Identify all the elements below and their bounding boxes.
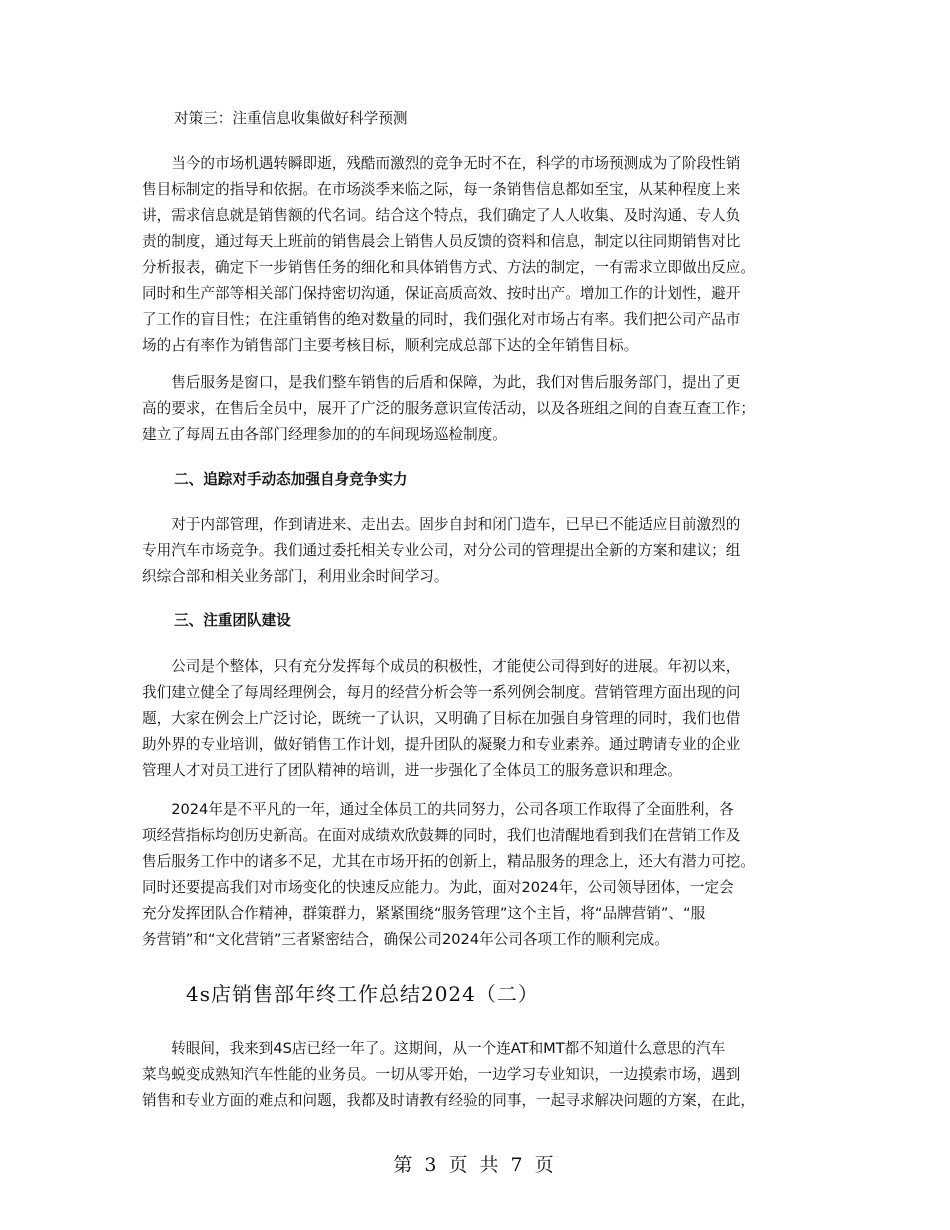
- text-line: 题，大家在例会上广泛讨论，既统一了认识，又明确了目标在加强自身管理的同时，我们也借: [142, 710, 741, 727]
- text-line: 我们建立健全了每周经理例会，每月的经营分析会等一系列例会制度。营销管理方面出现的问: [142, 684, 741, 701]
- document-title: 4s店销售部年终工作总结2024（二）: [186, 982, 539, 1006]
- text-line: 了工作的盲目性；在注重销售的绝对数量的同时，我们强化对市场占有率。我们把公司产品市: [142, 311, 741, 328]
- text-line: 高的要求，在售后全员中，展开了广泛的服务意识宣传活动，以及各班组之间的自查互查工作；: [142, 400, 755, 417]
- section-heading-competition: 二、追踪对手动态加强自身竞争实力: [174, 471, 408, 488]
- text-line: 充分发挥团队合作精神，群策群力，紧紧围绕“服务管理”这个主旨，将“品牌营销”、“服: [142, 905, 706, 922]
- text-line: 责的制度，通过每天上班前的销售晨会上销售人员反馈的资料和信息，制定以往同期销售对比: [142, 233, 741, 250]
- text-line: 售目标制定的指导和依据。在市场淡季来临之际，每一条销售信息都如至宝，从某种程度上来: [142, 181, 741, 198]
- paragraph-intro: [142, 1036, 822, 1114]
- text-line: 对于内部管理，作到请进来、走出去。固步自封和闭门造车，已早已不能适应目前激烈的: [142, 516, 741, 533]
- paragraph-aftersales: [142, 370, 822, 448]
- text-line: 织综合部和相关业务部门，利用业余时间学习。: [142, 568, 449, 585]
- text-line: 同时还要提高我们对市场变化的快速反应能力。为此，面对2024年，公司领导团体，一定会: [142, 879, 734, 896]
- text-line: 转眼间，我来到4S店已经一年了。这期间，从一个连AT和MT都不知道什么意思的汽车: [142, 1040, 726, 1057]
- text-line: 销售和专业方面的难点和问题，我都及时请教有经验的同事，一起寻求解决问题的方案，在此，: [142, 1092, 755, 1109]
- text-line: 讲，需求信息就是销售额的代名词。结合这个特点，我们确定了人人收集、及时沟通、专人负: [142, 207, 741, 224]
- text-line: 同时和生产部等相关部门保持密切沟通，保证高质高效、按时出产。增加工作的计划性，避开: [142, 285, 741, 302]
- text-line: 售后服务工作中的诸多不足，尤其在市场开拓的创新上，精品服务的理念上，还大有潜力可挖。: [142, 853, 755, 870]
- page-number-footer: 第 3 页 共 7 页: [393, 1154, 557, 1176]
- paragraph-team-building: [142, 654, 822, 784]
- text-line: 管理人才对员工进行了团队精神的培训，进一步强化了全体员工的服务意识和理念。: [142, 762, 682, 779]
- text-line: 项经营指标均创历史新高。在面对成绩欢欣鼓舞的同时，我们也清醒地看到我们在营销工作及: [142, 827, 741, 844]
- text-line: 专用汽车市场竞争。我们通过委托相关专业公司，对分公司的管理提出全新的方案和建议；组: [142, 542, 741, 559]
- text-line: 建立了每周五由各部门经理参加的的车间现场巡检制度。: [142, 426, 507, 443]
- text-line: 分析报表，确定下一步销售任务的细化和具体销售方式、方法的制定，一有需求立即做出反应。: [142, 259, 755, 276]
- section-heading-strategy-3: 对策三：注重信息收集做好科学预测: [174, 110, 408, 127]
- text-line: 售后服务是窗口，是我们整车销售的后盾和保障，为此，我们对售后服务部门，提出了更: [142, 374, 741, 391]
- text-line: 当今的市场机遇转瞬即逝，残酷而激烈的竞争无时不在，科学的市场预测成为了阶段性销: [142, 155, 741, 172]
- text-line: 菜鸟蜕变成熟知汽车性能的业务员。一切从零开始，一边学习专业知识，一边摸索市场，遇到: [142, 1066, 741, 1083]
- section-heading-team: 三、注重团队建设: [174, 612, 291, 629]
- paragraph-internal-management: [142, 512, 822, 590]
- text-line: 助外界的专业培训，做好销售工作计划，提升团队的凝聚力和专业素养。通过聘请专业的企业: [142, 736, 741, 753]
- text-line: 场的占有率作为销售部门主要考核目标，顺利完成总部下达的全年销售目标。: [142, 337, 639, 354]
- text-line: 务营销”和“文化营销”三者紧密结合，确保公司2024年公司各项工作的顺利完成。: [142, 931, 669, 948]
- paragraph-market-forecast: [142, 151, 822, 359]
- text-line: 2024年是不平凡的一年，通过全体员工的共同努力，公司各项工作取得了全面胜利，各: [142, 801, 734, 818]
- paragraph-2024-summary: [142, 797, 822, 953]
- text-line: 公司是个整体，只有充分发挥每个成员的积极性，才能使公司得到好的进展。年初以来，: [142, 658, 741, 675]
